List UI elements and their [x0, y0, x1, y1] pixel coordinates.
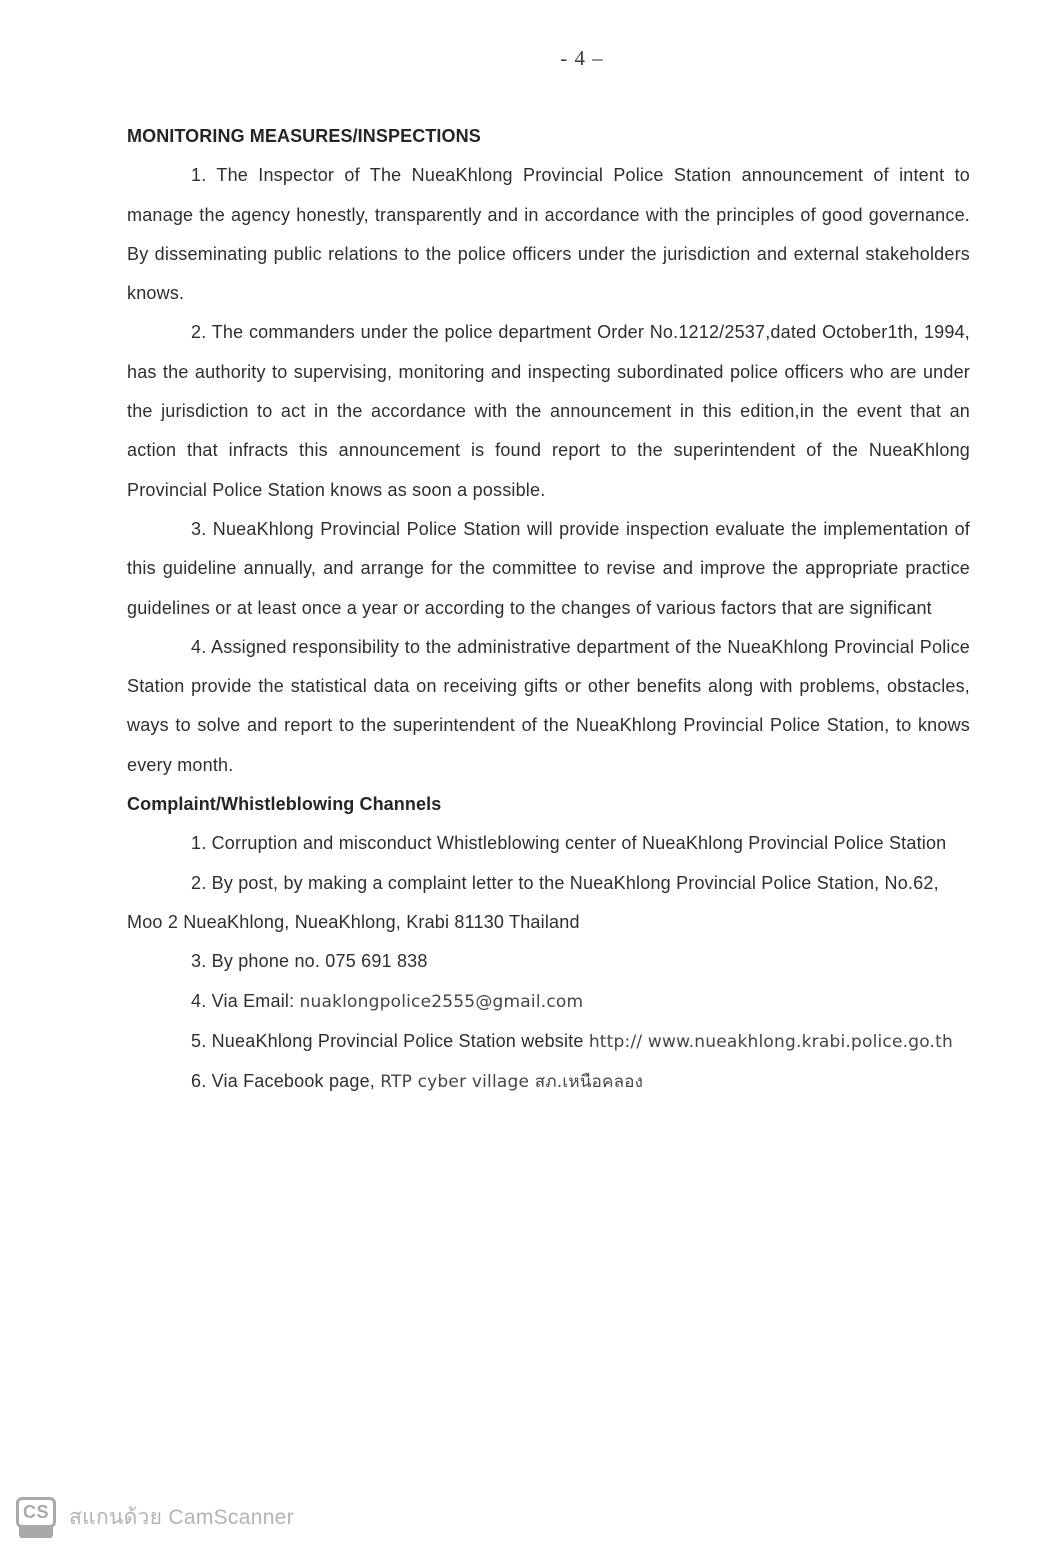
channel-item-text: 4. Via Email: [191, 990, 300, 1011]
channel-item-5 [127, 1022, 970, 1062]
document-content [127, 117, 970, 1102]
channel-item-text: 3. By phone no. 075 691 838 [191, 951, 428, 972]
channel-item-6 [127, 1062, 970, 1102]
paragraph-1: 1. The Inspector of The NueaKhlong Provincial Police Station announcement of intent to manage the agency honestly, transparently and in accordance with the principles of good governance. By disseminating public relations to the police officers under the jurisdiction and external stakeholders knows. [127, 165, 970, 304]
channel-item-1 [127, 824, 970, 863]
section-heading-monitoring: MONITORING MEASURES/INSPECTIONS [127, 126, 481, 146]
channel-item-text: 2. By post, by making a complaint letter to the NueaKhlong Provincial Police Station, No.62, Moo 2 NueaKhlong, NueaKhlong, Krabi 81130 Thailand [127, 872, 939, 932]
section-heading-complaint-channels: Complaint/Whistleblowing Channels [127, 794, 442, 815]
channel-item-2 [127, 864, 970, 943]
channel-item-text: 5. NueaKhlong Provincial Police Station website [191, 1030, 589, 1051]
page-number: - 4 – [560, 46, 604, 70]
paragraph-2: 2. The commanders under the police department Order No.1212/2537,dated October1th, 1994, has the authority to supervising, monitoring and inspecting subordinated police officers who are under the jurisdiction to act in the accordance with the announcement in this edition,in the event that an action that infracts this announcement is found report to the superintendent of the NueaKhlong Provincial Police Station knows as soon a possible. [127, 322, 970, 500]
camscanner-watermark [16, 1497, 294, 1538]
facebook-page-text: RTP cyber village สภ.เหนือคลอง [380, 1072, 644, 1093]
email-address-text: nuaklongpolice2555@gmail.com [299, 991, 584, 1012]
channel-item-text: 6. Via Facebook page, [191, 1071, 381, 1092]
website-url-text: http:// www.nueakhlong.krabi.police.go.th [588, 1031, 953, 1052]
paragraph-4: 4. Assigned responsibility to the administrative department of the NueaKhlong Provincial Police Station provide the statistical data on receiving gifts or other benefits along with problems, obstacles, ways to solve and report to the superintendent of the NueaKhlong Provincial Police Station, to knows every month. [127, 636, 970, 775]
camscanner-logo-icon [16, 1497, 56, 1538]
channel-item-3 [127, 942, 970, 981]
channel-item-4 [127, 982, 970, 1022]
camscanner-watermark-text: สแกนด้วย CamScanner [69, 1506, 294, 1529]
paragraph-3: 3. NueaKhlong Provincial Police Station will provide inspection evaluate the implementation of this guideline annually, and arrange for the committee to revise and improve the appropriate practice guidelines or at least once a year or according to the changes of various factors that are significant [127, 518, 970, 618]
camscanner-logo-text: CS [16, 1497, 56, 1528]
channel-item-text: 1. Corruption and misconduct Whistleblowing center of NueaKhlong Provincial Police Station [191, 833, 947, 854]
